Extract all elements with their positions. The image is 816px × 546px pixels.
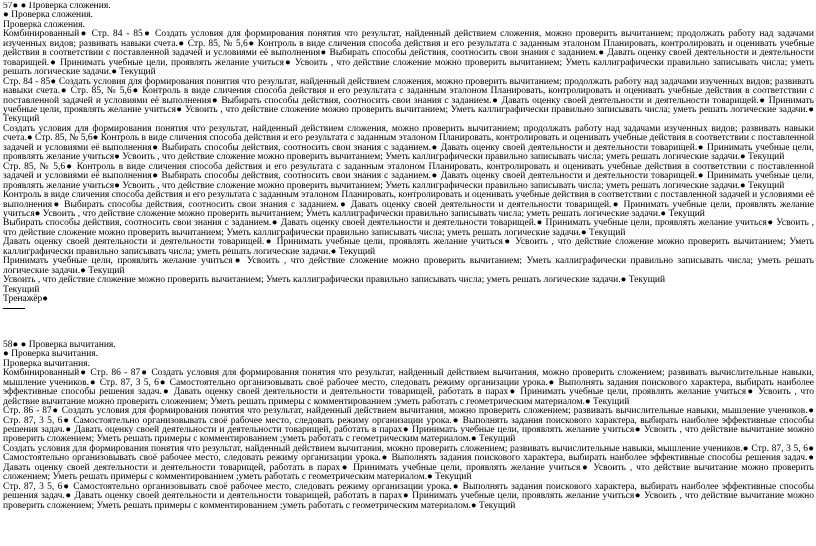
section-57-paragraph: Создать условия для формирования понятия что результат, найденный действием сложения, можно проверить вычитанием; продолжать работу над задачами изученных видов; развивать навыки счета.● Стр. 85, № 5,6● Контроль в виде сличения способа действия и его результата с заданным эталоном Планировать, контролировать и оценивать учебные действия в соответствии с поставленной задачей и условиями её выполнения● Выбирать способы действия, соотносить свои знания с заданием.● Давать оценку своей деятельности и деятельности товарищей.● Принимать учебные цели, проявлять желание учиться● Усвоить , что действие сложение можно проверить вычитанием; Уметь каллиграфически правильно записывать числа; уметь решать логические задачи.● Текущий bbox=[3, 123, 814, 163]
section-57-paragraph: Стр. 85, № 5,6● Контроль в виде сличения способа действия и его результата с заданным эталоном Планировать, контролировать и оценивать учебные действия в соответствии с поставленной задачей и условиями её выполнения● Выбирать способы действия, соотносить свои знания с заданием.● Давать оценку своей деятельности и деятельности товарищей.● Принимать учебные цели, проявлять желание учиться● Усвоить , что действие сложение можно проверить вычитанием; Уметь каллиграфически правильно записывать числа; уметь решать логические задачи.● Текущий bbox=[3, 161, 814, 191]
section-57-subheading: ● Проверка сложения. bbox=[3, 10, 93, 21]
section-57-trainer-label: Тренажёр● bbox=[3, 294, 48, 305]
section-58-paragraph: Комбинированный● Стр. 86 - 87● Создать условия для формирования понятия что результат, найденный действием вычитания, можно проверить сложением; развивать вычислительные навыки, мышление учеников.● Стр. 87, 3 5, 6● Самостоятельно организовывать своё рабочее место, следовать режиму организации урока.● Выполнять задания поискового характера, выбирать наиболее эффективные способы решения задач.● Давать оценку своей деятельности и деятельности товарищей, работать в парах● Принимать учебные цели, проявлять желание учиться● Усвоить , что действие вычитание можно проверить сложением; Уметь решать примеры с комментированием ;уметь работать с геометрическим материалом.● Текущий bbox=[3, 368, 814, 407]
section-gap bbox=[3, 314, 814, 341]
section-57-current-label: Текущий bbox=[3, 284, 40, 295]
document-page bbox=[3, 2, 814, 546]
section-58-paragraph: Создать условия для формирования понятия что результат, найденный действием вычитания, можно проверить сложением; развивать вычислительные навыки, мышление учеников.● Стр. 87, 3 5, 6● Самостоятельно организовывать своё рабочее место, следовать режиму организации урока.● Выполнять задания поискового характера, выбирать наиболее эффективные способы решения задач.● Давать оценку своей деятельности и деятельности товарищей, работать в парах● Принимать учебные цели, проявлять желание учиться● Усвоить , что действие вычитание можно проверить сложением; Уметь решать примеры с комментированием ;уметь работать с геометрическим материалом.● Текущий bbox=[3, 443, 814, 483]
section-58-paragraph: Стр. 87, 3 5, 6● Самостоятельно организовывать своё рабочее место, следовать режиму организации урока.● Выполнять задания поискового характера, выбирать наиболее эффективные способы решения задач.● Давать оценку своей деятельности и деятельности товарищей, работать в парах● Принимать учебные цели, проявлять желание учиться● Усвоить , что действие вычитание можно проверить сложением; Уметь решать примеры с комментированием ;уметь работать с геометрическим материалом.● Текущий bbox=[3, 481, 814, 511]
section-57-paragraph: Принимать учебные цели, проявлять желание учиться● Усвоить , что действие сложение можно проверить вычитанием; Уметь каллиграфически правильно записывать числа; уметь решать логические задачи.● Текущий bbox=[3, 256, 814, 276]
section-57-paragraph: Усвоить , что действие сложение можно проверить вычитанием; Уметь каллиграфически правильно записывать числа; уметь решать логические задачи.● Текущий bbox=[3, 275, 666, 286]
section-58-title: Проверка вычитания. bbox=[3, 358, 90, 369]
section-57-paragraph: Контроль в виде сличения способа действия и его результата с заданным эталоном Планировать, контролировать и оценивать учебные действия в соответствии с поставленной задачей и условиями её выполнения● Выбирать способы действия, соотносить свои знания с заданием.● Давать оценку своей деятельности и деятельности товарищей.● Принимать учебные цели, проявлять желание учиться● Усвоить , что действие сложение можно проверить вычитанием; Уметь каллиграфически правильно записывать числа; уметь решать логические задачи.● Текущий bbox=[3, 190, 814, 219]
section-divider bbox=[3, 305, 814, 314]
section-58-heading: 58● ● Проверка вычитания. bbox=[3, 339, 116, 350]
section-57-paragraph: Давать оценку своей деятельности и деятельности товарищей.● Принимать учебные цели, проявлять желание учиться● Усвоить , что действие сложение можно проверить вычитанием; Уметь каллиграфически правильно записывать числа; уметь решать логические задачи.● Текущий bbox=[3, 237, 814, 257]
section-57-paragraph: Комбинированный● Стр. 84 - 85● Создать условия для формирования понятия что результат, найденный действием сложения, можно проверить вычитанием; продолжать работу над задачами изученных видов; развивать навыки счета.● Стр. 85, № 5,6● Контроль в виде сличения способа действия и его результата с заданным эталоном Планировать, контролировать и оценивать учебные действия в соответствии с поставленной задачей и условиями её выполнения● Выбирать способы действия, соотносить свои знания с заданием.● Давать оценку своей деятельности и деятельности товарищей.● Принимать учебные цели, проявлять желание учиться● Усвоить , что действие сложение можно проверить вычитанием; Уметь каллиграфически правильно записывать числа; уметь решать логические задачи.● Текущий bbox=[3, 29, 814, 78]
section-58-subheading: ● Проверка вычитания. bbox=[3, 349, 99, 360]
section-57-paragraph: Стр. 84 - 85● Создать условия для формирования понятия что результат, найденный действием сложения, можно проверить вычитанием; продолжать работу над задачами изученных видов; развивать навыки счета.● Стр. 85, № 5,6● Контроль в виде сличения способа действия и его результата с заданным эталоном Планировать, контролировать и оценивать учебные действия в соответствии с поставленной задачей и условиями её выполнения● Выбирать способы действия, соотносить свои знания с заданием.● Давать оценку своей деятельности и деятельности товарищей.● Принимать учебные цели, проявлять желание учиться● Усвоить , что действие сложение можно проверить вычитанием; Уметь каллиграфически правильно записывать числа; уметь решать логические задачи.● Текущий bbox=[3, 76, 814, 125]
section-57-paragraph: Выбирать способы действия, соотносить свои знания с заданием.● Давать оценку своей деятельности и деятельности товарищей.● Принимать учебные цели, проявлять желание учиться● Усвоить , что действие сложение можно проверить вычитанием; Уметь каллиграфически правильно записывать числа; уметь решать логические задачи.● Текущий bbox=[3, 218, 814, 238]
section-57-heading: 57● ● Проверка сложения. bbox=[3, 2, 111, 11]
section-58-paragraph: Стр. 86 - 87● Создать условия для формирования понятия что результат, найденный действием вычитания, можно проверить сложением; развивать вычислительные навыки, мышление учеников.● Стр. 87, 3 5, 6● Самостоятельно организовывать своё рабочее место, следовать режиму организации урока.● Выполнять задания поискового характера, выбирать наиболее эффективные способы решения задач.● Давать оценку своей деятельности и деятельности товарищей, работать в парах● Принимать учебные цели, проявлять желание учиться● Усвоить , что действие вычитание можно проверить сложением; Уметь решать примеры с комментированием ;уметь работать с геометрическим материалом.● Текущий bbox=[3, 406, 814, 445]
section-57-title: Проверка сложения. bbox=[3, 19, 85, 30]
